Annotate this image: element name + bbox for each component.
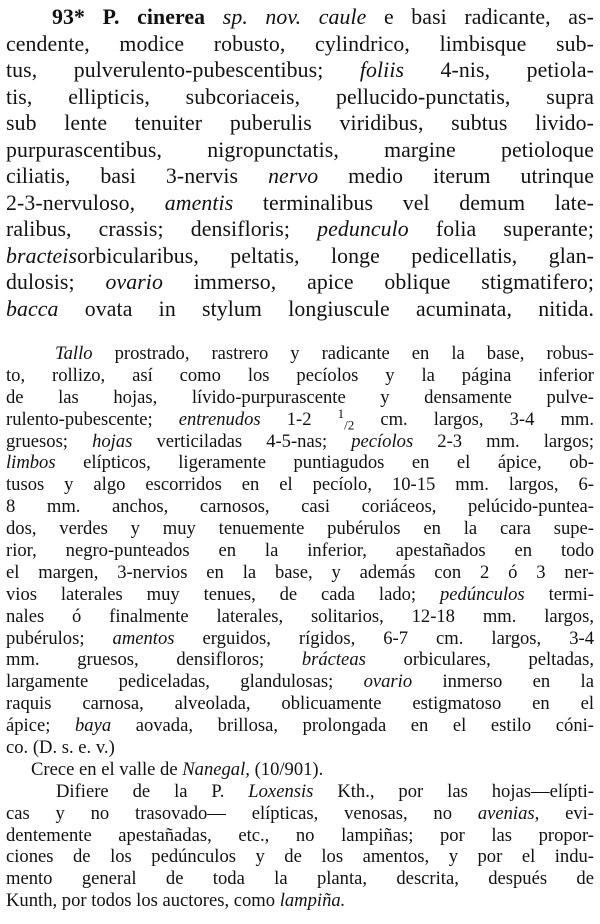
spanish-line: rior, negro-punteados en la inferior, apestañados en todo [6,540,594,562]
spanish-line: vios laterales muy tenues, de cada lado; pedúnculos termi- [6,583,594,605]
latin-line: 93* P. cinerea sp. nov. caule e basi radicante, as- [52,5,594,29]
species-novelty: sp. nov. [222,5,302,29]
term-tallo: Tallo [55,343,93,364]
latin-line: cendente, modice robusto, cylindrico, limbisque sub- [6,31,594,56]
spanish-line: ciones de los pedúnculos y de los amentos, y por el indu- [6,846,594,868]
genus-abbrev: P. [102,5,120,29]
spanish-line: mm. gruesos, densifloros; brácteas orbiculares, peltadas, [6,649,595,671]
latin-line: tis, ellipticis, subcoriaceis, pellucido-punctatis, supra [6,84,594,109]
spanish-line: Difiere de la P. Loxensis Kth., por las hojas—elípti- [56,780,594,802]
latin-line: 2-3-nervuloso, amentis terminalibus vel demum late- [6,190,594,215]
term-hojas: hojas [92,430,133,452]
latin-line: purpurascentibus, nigropunctatis, margine petioloque [6,137,594,162]
term-ovario: ovario [363,671,413,693]
term-bacca: bacca [6,296,59,321]
term-amentos: amentos [112,627,175,649]
spanish-line: tusos y algo escorridos en el pecíolo, 10-15 mm. largos, 6- [6,474,594,496]
term-nervo: nervo [268,164,319,188]
spanish-line: de las hojas, lívido-purpurascente y densamente pulve- [6,386,594,408]
term-lampina: lampiña. [279,890,346,912]
term-amentis: amentis [164,190,234,215]
spanish-line: raquis carnosa, alveolada, oblicuamente estigmatoso en el [6,693,594,715]
term-avenias: avenias, [477,802,540,824]
species-number: 93* [52,5,85,29]
species-epithet: cinerea [137,5,206,29]
spanish-line: mento general de toda la planta, descrita, después de [6,868,594,890]
term-bracteas: brácteas [301,649,366,671]
spanish-line: el margen, 3-nervios en la base, y además con 2 ó 3 ner- [6,561,594,583]
spanish-line: nales ó finalmente laterales, solitarios, 12-18 mm. largos, [6,605,594,627]
spanish-line: limbos elípticos, ligeramente puntiagudos en el ápice, ob- [6,452,594,474]
latin-line: bracteisorbicularibus, peltatis, longe pedicellatis, glan- [6,243,594,268]
latin-line: bacca ovata in stylum longiuscule acuminata, nitida. [6,296,594,321]
spanish-line: cas y no trasovado— elípticas, venosas, no avenias, evi- [6,802,594,824]
latin-diagnosis [6,4,594,322]
latin-line: ciliatis, basi 3-nervis nervo medio iterum utrinque [6,164,594,188]
term-pedunculo: pedunculo [317,217,409,241]
spanish-line: dos, verdes y muy tenuemente pubérulos en la cara supe- [6,518,594,540]
collection-date: (10/901). [254,758,324,780]
spanish-line: rulento-pubescente; entrenudos 1-2 $^1_{/2}$ cm. largos, 3-4 mm. [6,405,595,433]
spanish-line: ápice; baya aovada, brillosa, prolongada en el estilo cóni- [6,715,594,737]
term-entrenudos: entrenudos [178,408,261,430]
term-bracteis: bracteis [6,243,78,268]
term-peciolos: pecíolos [351,430,414,452]
term-foliis: foliis [359,58,405,82]
latin-line: dulosis; ovario immerso, apice oblique stigmatifero; [6,270,594,294]
term-ovario: ovario [105,270,163,294]
spanish-line: dentemente apestañadas, etc., no lampiñas; por las propor- [6,824,594,846]
spanish-line: 8 mm. anchos, carnosos, casi coriáceos, pelúcido-puntea- [6,496,594,518]
term-limbos: limbos [6,452,56,474]
internode-length: 1-2 $^1_{/2}$ [286,405,355,433]
spanish-line: co. (D. s. e. v.) [6,737,115,759]
spanish-line: Kunth, por todos los auctores, como lampiña. [6,890,346,912]
species-loxensis: Loxensis [248,780,314,802]
spanish-line: to, rollizo, así como los pecíolos y la página inferior [6,364,594,386]
latin-line: ralibus, crassis; densifloris; pedunculo folia superante; [6,217,594,241]
term-baya: baya [74,715,112,737]
term-caule: caule [318,5,367,29]
spanish-line: Tallo prostrado, rastrero y radicante en la base, robus- [55,343,594,364]
spanish-line: largamente pediceladas, glandulosas; ovario inmerso en la [6,671,594,693]
spanish-line: pubérulos; amentos erguidos, rígidos, 6-7 cm. largos, 3-4 [6,627,594,649]
latin-line: tus, pulverulento-pubescentibus; foliis 4-nis, petiola- [6,58,594,82]
spanish-description [6,343,594,912]
term-pedunculos: pedúnculos [439,583,525,605]
habitat-line: Crece en el valle de Nanegal, (10/901). [31,758,324,780]
latin-line: sub lente tenuiter puberulis viridibus, subtus livido- [6,111,594,135]
locality-name: Nanegal, [182,758,250,780]
spanish-line: gruesos; hojas verticiladas 4-5-nas; pecíolos 2-3 mm. largos; [6,430,595,452]
